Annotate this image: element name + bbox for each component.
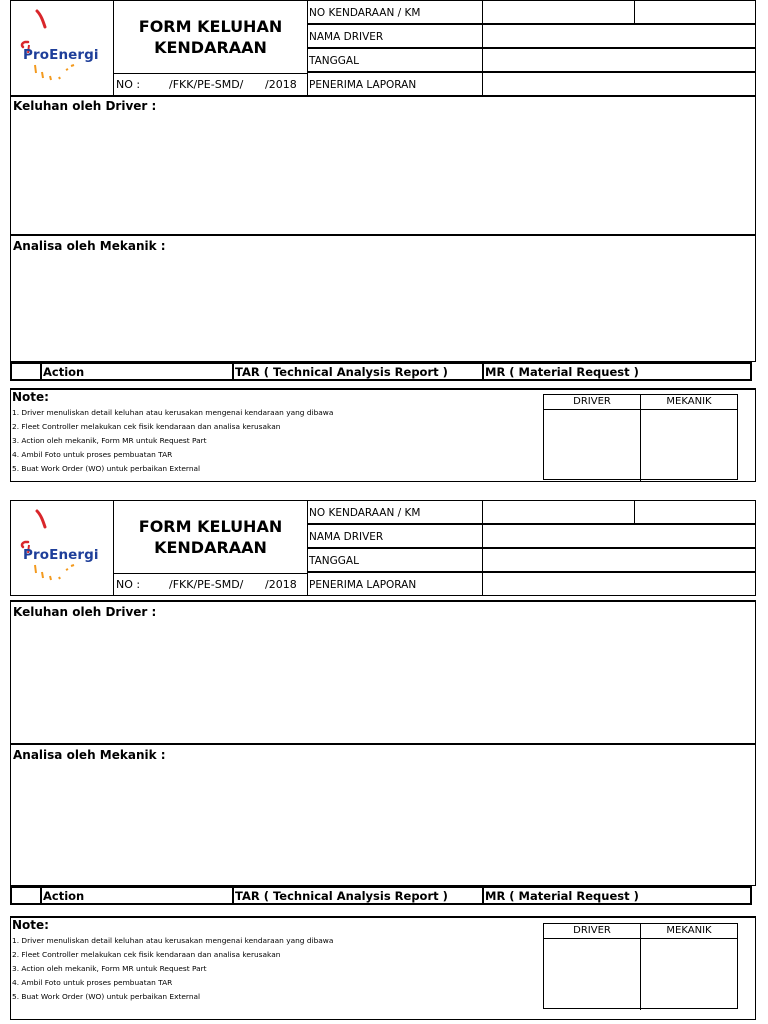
note-item: 1. Driver menuliskan detail keluhan atau kerusakan mengenai kendaraan yang dibawa — [12, 936, 334, 945]
sign-mekanik-header: MEKANIK — [641, 395, 737, 410]
action-row-frame — [10, 886, 752, 905]
label-tanggal: TANGGAL — [308, 48, 483, 72]
analisa-mekanik-box[interactable] — [10, 744, 756, 886]
logo-cell — [10, 500, 114, 596]
no-middle: /FKK/PE-SMD/ — [169, 78, 244, 91]
logo-cell — [10, 0, 114, 96]
label-nama-driver: NAMA DRIVER — [308, 24, 483, 48]
no-prefix: NO : — [116, 578, 141, 591]
field-penerima-laporan[interactable] — [483, 72, 756, 96]
field-nama-driver[interactable] — [483, 24, 756, 48]
sign-mekanik-area[interactable] — [641, 939, 738, 1009]
signature-box — [543, 394, 738, 480]
action-cell[interactable]: Action — [40, 364, 233, 379]
note-item: 3. Action oleh mekanik, Form MR untuk Request Part — [12, 436, 207, 445]
title-line-2: KENDARAAN — [154, 538, 267, 557]
label-tanggal: TANGGAL — [308, 548, 483, 572]
logo-wordmark: ProEnergi — [23, 547, 99, 563]
field-km[interactable] — [635, 500, 756, 524]
note-item: 5. Buat Work Order (WO) untuk perbaikan External — [12, 992, 201, 1001]
sign-mekanik-area[interactable] — [641, 410, 738, 480]
field-tanggal[interactable] — [483, 548, 756, 572]
note-item: 5. Buat Work Order (WO) untuk perbaikan External — [12, 464, 201, 473]
keluhan-label: Keluhan oleh Driver : — [13, 99, 157, 113]
tar-cell[interactable]: TAR ( Technical Analysis Report ) — [232, 364, 483, 379]
sign-mekanik-header: MEKANIK — [641, 924, 737, 939]
no-year: /2018 — [265, 78, 297, 91]
note-item: 4. Ambil Foto untuk proses pembuatan TAR — [12, 450, 173, 459]
logo-wordmark: ProEnergi — [23, 47, 99, 63]
complaint-form-2 — [10, 500, 756, 1024]
field-penerima-laporan[interactable] — [483, 572, 756, 596]
note-list — [12, 934, 333, 1004]
sign-driver-header: DRIVER — [544, 395, 640, 410]
analisa-label: Analisa oleh Mekanik : — [13, 239, 166, 253]
sign-driver-header: DRIVER — [544, 924, 640, 939]
logo-rays-icon — [33, 563, 83, 583]
form-title — [114, 500, 308, 574]
label-no-kendaraan: NO KENDARAAN / KM — [308, 500, 483, 524]
label-penerima-laporan: PENERIMA LAPORAN — [308, 72, 483, 96]
complaint-form-1 — [10, 0, 756, 482]
mr-cell[interactable]: MR ( Material Request ) — [482, 364, 753, 379]
note-title: Note: — [12, 918, 49, 932]
sign-driver-area[interactable] — [544, 410, 640, 480]
notes-section — [10, 388, 756, 482]
field-nama-driver[interactable] — [483, 524, 756, 548]
analisa-label: Analisa oleh Mekanik : — [13, 748, 166, 762]
form-number — [114, 574, 308, 596]
keluhan-driver-box[interactable] — [10, 602, 756, 744]
no-prefix: NO : — [116, 78, 141, 91]
action-row — [10, 886, 752, 905]
title-line-1: FORM KELUHAN — [138, 17, 283, 36]
title-line-1: FORM KELUHAN — [138, 517, 283, 536]
tar-cell[interactable]: TAR ( Technical Analysis Report ) — [232, 888, 483, 903]
note-item: 2. Fleet Controller melakukan cek fisik kendaraan dan analisa kerusakan — [12, 950, 281, 959]
form-number — [114, 74, 308, 96]
label-nama-driver: NAMA DRIVER — [308, 524, 483, 548]
keluhan-label: Keluhan oleh Driver : — [13, 605, 157, 619]
mr-cell[interactable]: MR ( Material Request ) — [482, 888, 753, 903]
keluhan-driver-box[interactable] — [10, 96, 756, 235]
note-item: 2. Fleet Controller melakukan cek fisik kendaraan dan analisa kerusakan — [12, 422, 281, 431]
label-penerima-laporan: PENERIMA LAPORAN — [308, 572, 483, 596]
sign-driver-area[interactable] — [544, 939, 640, 1009]
action-row-frame — [10, 362, 752, 381]
field-km[interactable] — [635, 0, 756, 24]
field-no-kendaraan[interactable] — [483, 500, 635, 524]
note-item: 1. Driver menuliskan detail keluhan atau kerusakan mengenai kendaraan yang dibawa — [12, 408, 334, 417]
no-year: /2018 — [265, 578, 297, 591]
form-title — [114, 0, 308, 74]
field-tanggal[interactable] — [483, 48, 756, 72]
note-title: Note: — [12, 390, 49, 404]
action-row — [10, 362, 752, 381]
analisa-mekanik-box[interactable] — [10, 235, 756, 362]
label-no-kendaraan: NO KENDARAAN / KM — [308, 0, 483, 24]
action-cell[interactable]: Action — [40, 888, 233, 903]
notes-section — [10, 916, 756, 1020]
signature-box — [543, 923, 738, 1009]
note-list — [12, 406, 333, 476]
logo-rays-icon — [33, 63, 83, 83]
no-middle: /FKK/PE-SMD/ — [169, 578, 244, 591]
title-line-2: KENDARAAN — [154, 38, 267, 57]
note-item: 4. Ambil Foto untuk proses pembuatan TAR — [12, 978, 173, 987]
field-no-kendaraan[interactable] — [483, 0, 635, 24]
note-item: 3. Action oleh mekanik, Form MR untuk Request Part — [12, 964, 207, 973]
